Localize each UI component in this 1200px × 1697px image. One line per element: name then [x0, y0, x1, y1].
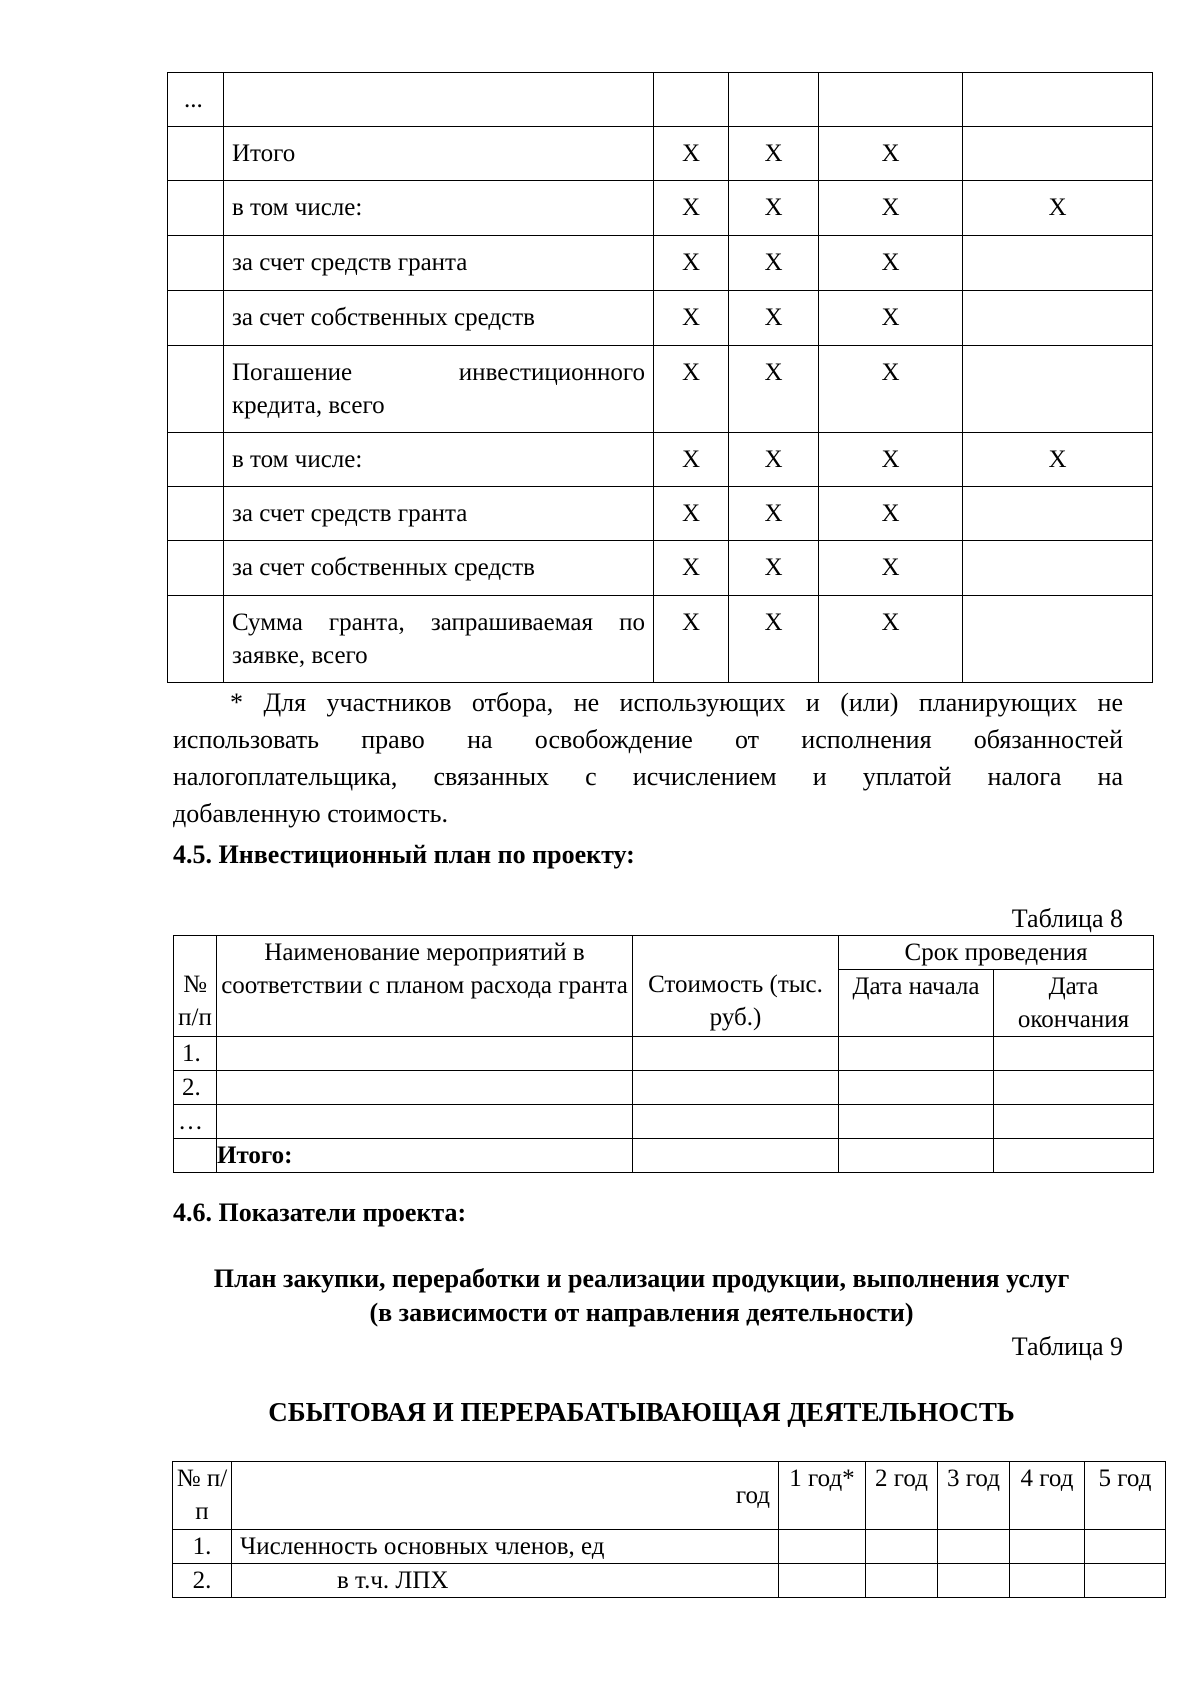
row-start: [839, 1037, 994, 1071]
row-cost: [633, 1037, 839, 1071]
row-start: [839, 1071, 994, 1105]
cell-x: Х: [819, 291, 963, 346]
cell-x: [963, 73, 1153, 127]
footnote-line: * Для участников отбора, не использующих и (или) планирующих не: [230, 688, 1123, 717]
table-row: [174, 1071, 1154, 1105]
header-year-3: 3 год: [938, 1462, 1010, 1530]
header-period: Срок проведения: [839, 936, 1154, 970]
investment-plan-table: [173, 935, 1154, 1173]
cell-year-4: [1010, 1564, 1085, 1598]
cell-x: [729, 73, 819, 127]
cell-year-2: [866, 1530, 938, 1564]
activity-indicators-table: [172, 1461, 1166, 1598]
cell-x: Х: [654, 236, 729, 291]
row-number: …: [174, 1105, 217, 1139]
row-number: 1.: [173, 1530, 232, 1564]
cell-x: Х: [654, 181, 729, 236]
table-header-row: [174, 936, 1154, 970]
cell-x: Х: [819, 433, 963, 487]
cell-x: Х: [729, 291, 819, 346]
row-number: 1.: [174, 1037, 217, 1071]
header-year-5: 5 год: [1085, 1462, 1166, 1530]
cell-x: Х: [963, 181, 1153, 236]
table-caption-8: Таблица 8: [1011, 904, 1123, 933]
cell-x: Х: [729, 346, 819, 433]
cell-x: [963, 487, 1153, 541]
header-end-date: Дата окончания: [994, 970, 1154, 1037]
row-end: [994, 1105, 1154, 1139]
table-row: [168, 291, 1153, 346]
cell-x: [963, 236, 1153, 291]
section-heading-4-6: 4.6. Показатели проекта:: [173, 1198, 467, 1227]
row-number: [174, 1139, 217, 1173]
cell-x: Х: [654, 346, 729, 433]
cell-x: [963, 346, 1153, 433]
row-name: Численность основных членов, ед: [232, 1530, 779, 1564]
row-number: 2.: [173, 1564, 232, 1598]
cell-x: Х: [654, 596, 729, 683]
activity-title: СБЫТОВАЯ И ПЕРЕРАБАТЫВАЮЩАЯ ДЕЯТЕЛЬНОСТЬ: [268, 1397, 1015, 1427]
row-start: [839, 1139, 994, 1173]
cell-x: Х: [729, 541, 819, 596]
cell-x: [963, 596, 1153, 683]
footnote: [173, 684, 1123, 832]
header-num: № п/п: [173, 1462, 232, 1530]
cell-x: Х: [819, 236, 963, 291]
table-row: [174, 1105, 1154, 1139]
row-end: [994, 1139, 1154, 1173]
cell-x: Х: [819, 596, 963, 683]
header-year-2: 2 год: [866, 1462, 938, 1530]
row-number: [168, 433, 224, 487]
row-label-line1: Погашение инвестиционного: [232, 359, 645, 386]
cell-x: Х: [819, 541, 963, 596]
row-label: [224, 73, 654, 127]
row-label-line2: заявке, всего: [232, 642, 368, 669]
row-number: [168, 541, 224, 596]
cell-x: Х: [654, 433, 729, 487]
row-number: [168, 291, 224, 346]
row-label: Итого: [224, 127, 654, 181]
budget-table-continuation: [167, 72, 1153, 683]
header-num: № п/п: [174, 936, 217, 1037]
cell-year-1: [779, 1530, 866, 1564]
row-label: в том числе:: [224, 181, 654, 236]
cell-x: Х: [729, 181, 819, 236]
header-god: год: [232, 1462, 779, 1530]
table-row: [168, 346, 1153, 433]
row-end: [994, 1037, 1154, 1071]
row-label: за счет средств гранта: [224, 487, 654, 541]
table-row: [168, 236, 1153, 291]
plan-title: [160, 1262, 1123, 1330]
cell-year-3: [938, 1530, 1010, 1564]
row-end: [994, 1071, 1154, 1105]
row-label: [224, 596, 654, 683]
cell-year-5: [1085, 1564, 1166, 1598]
table-row: [174, 1037, 1154, 1071]
row-cost: [633, 1105, 839, 1139]
table-row: [168, 73, 1153, 127]
row-label-line2: кредита, всего: [232, 392, 385, 419]
row-number: [168, 346, 224, 433]
row-cost: [633, 1139, 839, 1173]
cell-x: Х: [654, 291, 729, 346]
header-start-date: Дата начала: [839, 970, 994, 1037]
row-name: в т.ч. ЛПХ: [232, 1564, 779, 1598]
cell-x: [963, 127, 1153, 181]
row-cost: [633, 1071, 839, 1105]
cell-x: [654, 73, 729, 127]
footnote-line: налогоплательщика, связанных с исчислением и уплатой налога на: [173, 762, 1123, 791]
cell-x: Х: [819, 346, 963, 433]
cell-x: Х: [729, 487, 819, 541]
header-year-1: 1 год*: [779, 1462, 866, 1530]
header-name: Наименование мероприятий в соответствии с планом расхода гранта: [217, 936, 633, 1037]
row-number: [168, 487, 224, 541]
row-number: [168, 236, 224, 291]
cell-x: [963, 541, 1153, 596]
section-heading-4-5: 4.5. Инвестиционный план по проекту:: [173, 840, 635, 869]
cell-x: Х: [963, 433, 1153, 487]
row-name: [217, 1105, 633, 1139]
table-header-row: [173, 1462, 1166, 1530]
row-number: [168, 596, 224, 683]
row-number: [168, 181, 224, 236]
table-row: [168, 541, 1153, 596]
table-row: [173, 1564, 1166, 1598]
table-row: [168, 596, 1153, 683]
row-label: в том числе:: [224, 433, 654, 487]
cell-x: [819, 73, 963, 127]
cell-year-5: [1085, 1530, 1166, 1564]
row-start: [839, 1105, 994, 1139]
cell-x: Х: [654, 127, 729, 181]
header-cost: Стоимость (тыс. руб.): [633, 936, 839, 1037]
table-row: [168, 487, 1153, 541]
table-row: [168, 181, 1153, 236]
row-label-line1: Сумма гранта, запрашиваемая по: [232, 609, 645, 636]
plan-title-line: (в зависимости от направления деятельности): [369, 1298, 914, 1327]
plan-title-line: План закупки, переработки и реализации продукции, выполнения услуг: [213, 1264, 1070, 1293]
row-name: [217, 1071, 633, 1105]
row-number: 2.: [174, 1071, 217, 1105]
header-year-4: 4 год: [1010, 1462, 1085, 1530]
row-number: [168, 127, 224, 181]
cell-x: Х: [729, 433, 819, 487]
cell-x: Х: [819, 181, 963, 236]
cell-x: Х: [729, 236, 819, 291]
cell-year-3: [938, 1564, 1010, 1598]
table-row: [168, 433, 1153, 487]
cell-x: Х: [654, 487, 729, 541]
cell-year-4: [1010, 1530, 1085, 1564]
row-label: за счет собственных средств: [224, 541, 654, 596]
row-name: [217, 1037, 633, 1071]
table-row: [174, 1139, 1154, 1173]
row-label: за счет собственных средств: [224, 291, 654, 346]
cell-x: Х: [729, 127, 819, 181]
cell-x: Х: [819, 127, 963, 181]
footnote-line: добавленную стоимость.: [173, 799, 449, 828]
row-total-label: Итого:: [217, 1139, 633, 1173]
cell-x: Х: [729, 596, 819, 683]
cell-x: [963, 291, 1153, 346]
row-label: за счет средств гранта: [224, 236, 654, 291]
cell-year-2: [866, 1564, 938, 1598]
table-row: [173, 1530, 1166, 1564]
table-row: [168, 127, 1153, 181]
row-label: [224, 346, 654, 433]
table-caption-9: Таблица 9: [1011, 1332, 1123, 1361]
cell-x: Х: [819, 487, 963, 541]
cell-year-1: [779, 1564, 866, 1598]
cell-x: Х: [654, 541, 729, 596]
row-number: ...: [168, 73, 224, 127]
footnote-line: использовать право на освобождение от исполнения обязанностей: [173, 725, 1123, 754]
